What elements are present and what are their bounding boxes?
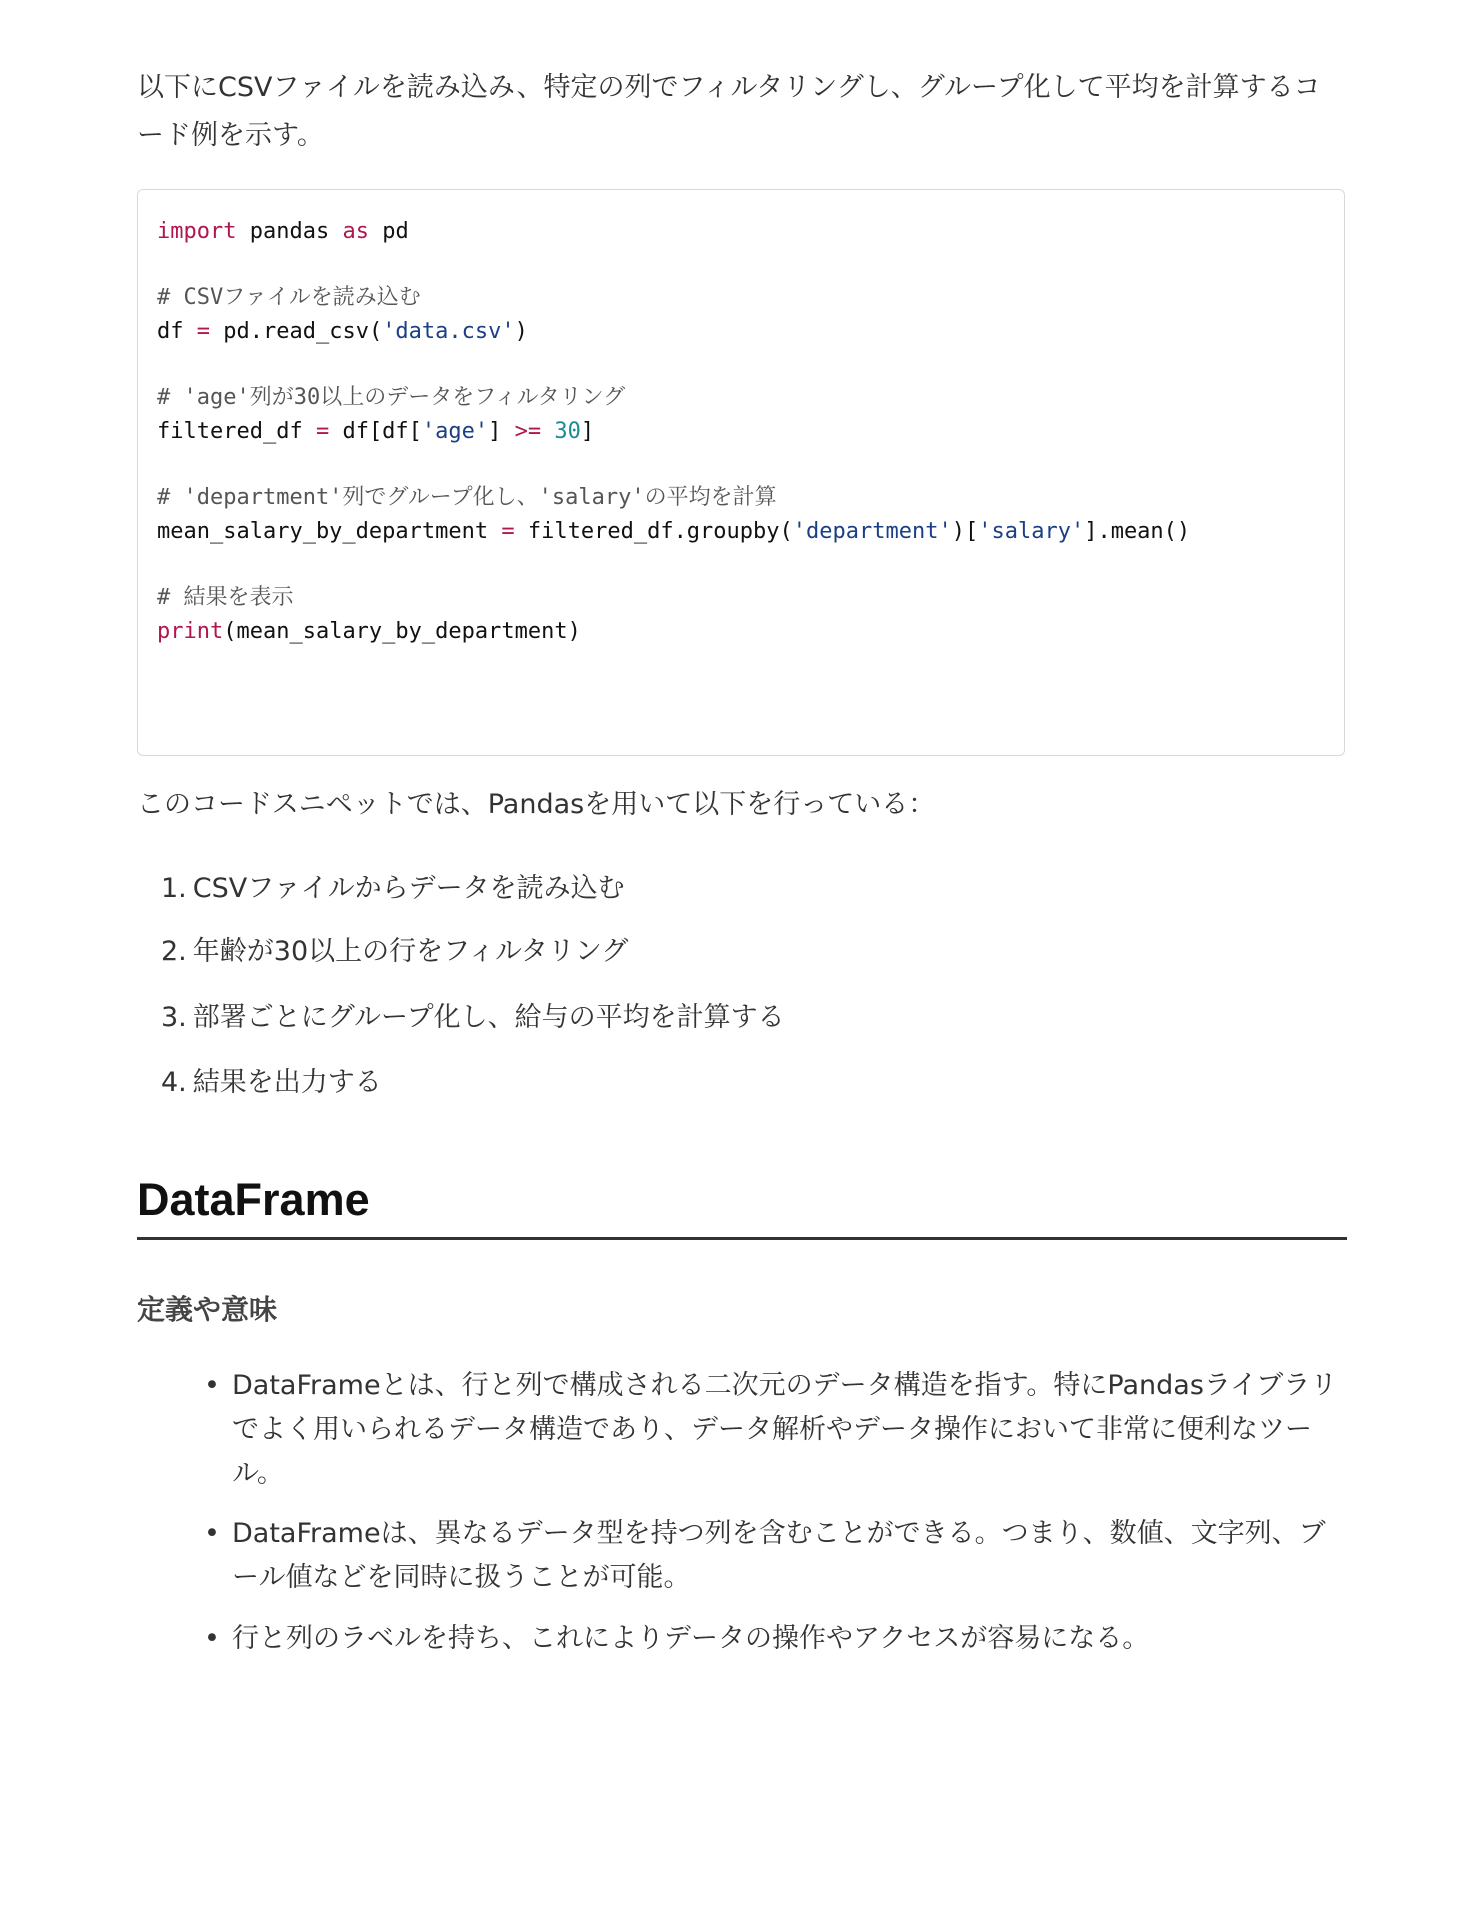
operator: = bbox=[315, 419, 330, 444]
list-item bbox=[161, 998, 785, 1038]
bullet-item bbox=[204, 1364, 1342, 1496]
keyword: as bbox=[342, 219, 369, 244]
list-item bbox=[161, 932, 628, 972]
code-line-import bbox=[157, 217, 409, 247]
keyword: import bbox=[157, 219, 237, 244]
code-text: ] bbox=[580, 419, 595, 444]
list-number: 1. bbox=[161, 873, 187, 904]
bullet-text: DataFrameとは、行と列で構成される二次元のデータ構造を指す。特にPandasライブラリでよく用いられるデータ構造であり、データ解析やデータ操作において非常に便利なツール。 bbox=[232, 1370, 1338, 1489]
list-item bbox=[161, 869, 625, 909]
bullet-dot-icon: • bbox=[204, 1623, 220, 1654]
bullet-text: 行と列のラベルを持ち、これによりデータの操作やアクセスが容易になる。 bbox=[232, 1623, 1150, 1654]
code-text: ].mean() bbox=[1084, 519, 1191, 544]
code-text: mean_salary_by_department bbox=[157, 519, 502, 544]
code-text: ) bbox=[514, 319, 528, 344]
code-text: (mean_salary_by_department) bbox=[223, 619, 581, 644]
bullet-dot-icon: • bbox=[204, 1518, 220, 1549]
keyword: print bbox=[157, 619, 224, 644]
list-item-text: 部署ごとにグループ化し、給与の平均を計算する bbox=[192, 1002, 785, 1033]
code-comment: # 'age'列が30以上のデータをフィルタリング bbox=[157, 385, 626, 410]
list-number: 4. bbox=[161, 1067, 187, 1098]
intro-paragraph: 以下にCSVファイルを読み込み、特定の列でフィルタリングし、グループ化して平均を計算するコード例を示す。 bbox=[137, 72, 1321, 151]
list-item-text: 年齢が30以上の行をフィルタリング bbox=[192, 936, 629, 967]
string-literal: 'age' bbox=[421, 419, 489, 444]
code-text: pd.read_csv( bbox=[210, 319, 383, 344]
operator: >= bbox=[514, 419, 542, 444]
code-text bbox=[541, 419, 554, 444]
code-comment: # CSVファイルを読み込む bbox=[157, 285, 421, 310]
section-heading: DataFrame bbox=[137, 1174, 370, 1225]
string-literal: 'department' bbox=[792, 519, 952, 544]
operator: = bbox=[501, 519, 515, 544]
code-line-groupby bbox=[157, 517, 1190, 547]
code-comment: # 結果を表示 bbox=[157, 585, 294, 610]
code-text: filtered_df.groupby( bbox=[514, 519, 793, 544]
code-text: pd bbox=[368, 219, 409, 244]
summary-paragraph: このコードスニペットでは、Pandasを用いて以下を行っている： bbox=[137, 789, 936, 820]
string-literal: 'data.csv' bbox=[382, 319, 515, 344]
code-text: )[ bbox=[951, 519, 979, 544]
code-comment: # 'department'列でグループ化し、'salary'の平均を計算 bbox=[157, 485, 777, 510]
code-line-filter bbox=[157, 417, 594, 447]
subsection-heading: 定義や意味 bbox=[137, 1293, 278, 1326]
list-item-text: 結果を出力する bbox=[192, 1067, 382, 1098]
code-line-print bbox=[157, 617, 581, 647]
list-number: 2. bbox=[161, 936, 187, 967]
heading-divider bbox=[137, 1237, 1347, 1240]
list-item-text: CSVファイルからデータを読み込む bbox=[192, 873, 625, 904]
code-text: pandas bbox=[236, 219, 343, 244]
string-literal: 'salary' bbox=[978, 519, 1085, 544]
code-text: df bbox=[157, 319, 197, 344]
code-line-read-csv bbox=[157, 317, 528, 347]
bullet-item bbox=[204, 1512, 1342, 1600]
operator: = bbox=[196, 319, 210, 344]
bullet-item bbox=[204, 1617, 1342, 1661]
code-block bbox=[137, 189, 1345, 756]
code-text: filtered_df bbox=[157, 419, 316, 444]
list-number: 3. bbox=[161, 1002, 187, 1033]
number-literal: 30 bbox=[554, 419, 581, 444]
code-text: ] bbox=[488, 419, 515, 444]
bullet-text: DataFrameは、異なるデータ型を持つ列を含むことができる。つまり、数値、文字列、ブール値などを同時に扱うことが可能。 bbox=[232, 1518, 1326, 1593]
code-text: df[df[ bbox=[329, 419, 422, 444]
bullet-dot-icon: • bbox=[204, 1370, 220, 1401]
list-item bbox=[161, 1063, 382, 1103]
